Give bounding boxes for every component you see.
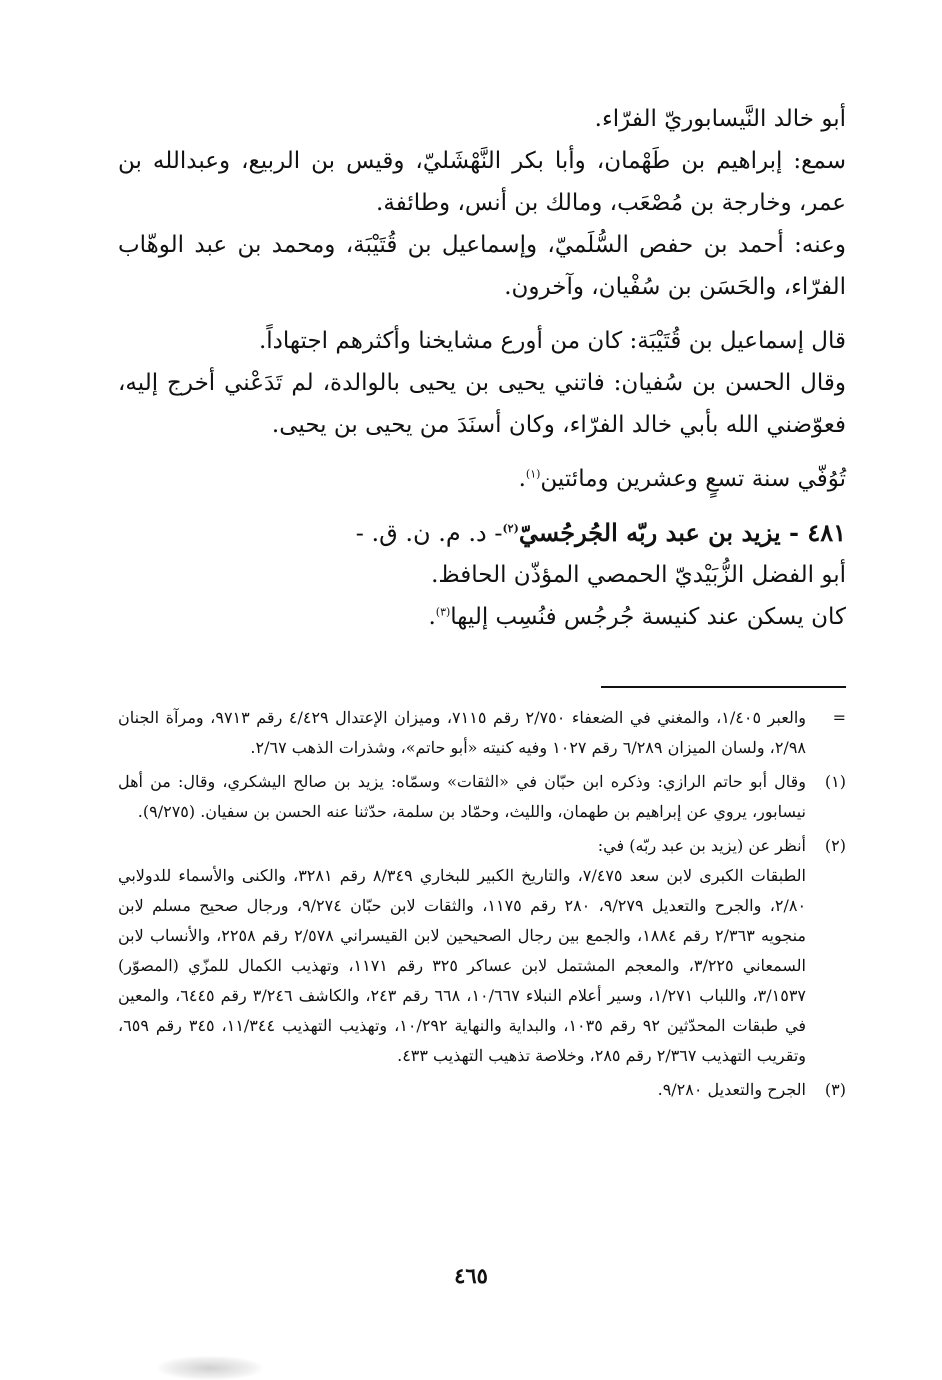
paragraph-kunya-2: أبو الفضل الزُّبَيْديّ الحمصي المؤذّن الحافظ.: [431, 562, 846, 588]
footnote-ref-1[interactable]: (١): [525, 467, 541, 481]
death-period: .: [518, 466, 526, 492]
footnote-marker: (٢): [824, 836, 846, 855]
footnote-marker: (١): [824, 772, 846, 791]
footnote-1: [118, 767, 846, 827]
paragraph-death: [118, 458, 846, 500]
entry-heading: [118, 512, 846, 554]
footnote-text: والعبر ١/٤٠٥، والمغني في الضعفاء ٢/٧٥٠ رقم ٧١١٥، وميزان الإعتدال ٤/٤٢٩ رقم ٩٧١٣، ومرآة الجنان ٢/٩٨، ولسان الميزان ٦/٢٨٩ رقم ١٠٢٧ وفيه كنيته «أبو حاتم»، وشذرات الذهب ٢/٦٧.: [118, 708, 807, 757]
footnote-marker: (٣): [824, 1080, 846, 1099]
footnote-marker: =: [832, 708, 846, 727]
paragraph-narrators: وعنه: أحمد بن حفص السُّلَميّ، وإسماعيل بن قُتَيْبَة، ومحمد بن عبد الوهّاب الفرّاء، والحَسَن بن سُفْيان، وآخرون.: [118, 232, 846, 300]
paragraph-residence: [118, 596, 846, 638]
paragraph-kunya: أبو خالد النَّيسابوريّ الفرّاء.: [594, 106, 846, 132]
footnote-continuation: [118, 703, 846, 763]
residence-period: .: [428, 604, 436, 630]
footnote-text: وقال أبو حاتم الرازي: وذكره ابن حبّان في «الثقات» وسمّاه: يزيد بن صالح اليشكري، وقال: من أهل نيسابور، يروي عن إبراهيم بن طهمان، والليث، وحمّاد بن سلمة، حدّثنا عنه الحسن بن سفيان. (٩/٢٧٥).: [118, 772, 806, 821]
footnotes: [118, 703, 846, 1109]
footnote-2: [118, 831, 846, 1071]
footnote-separator: [601, 686, 846, 688]
footnote-3: [118, 1075, 846, 1105]
paragraph-heard-from: سمع: إبراهيم بن طَهْمان، وأبا بكر النَّهْشَليّ، وقيس بن الربيع، وعبدالله بن عمر، وخارجة بن مُصْعَب، ومالك بن أنس، وطائفة.: [118, 148, 846, 216]
entry-number-name: ٤٨١ - يزيد بن عبد ربّه الجُرجُسيّ: [518, 518, 846, 547]
footnote-ref-3[interactable]: (٣): [435, 605, 451, 619]
footnote-text: الجرح والتعديل ٩/٢٨٠.: [657, 1080, 806, 1099]
main-text: [118, 98, 846, 638]
residence-text: كان يسكن عند كنيسة جُرجُس فنُسِب إليها: [450, 604, 846, 630]
page-number: ٤٦٥: [454, 1263, 488, 1288]
paragraph-quote-hasan: وقال الحسن بن سُفيان: فاتني يحيى بن يحيى بالوالدة، لم تَدَعْني أخرج إليه، فعوّضني الله بأبي خالد الفرّاء، وكان أسنَدَ من يحيى بن يحيى.: [118, 370, 846, 438]
death-text: تُوُفّي سنة تسعٍ وعشرين ومائتين: [540, 466, 846, 492]
scan-smudge: [158, 1356, 262, 1380]
footnote-ref-2[interactable]: (٢): [502, 522, 519, 535]
footnote-text: الطبقات الكبرى لابن سعد ٧/٤٧٥، والتاريخ الكبير للبخاري ٨/٣٤٩ رقم ٣٢٨١، والكنى والأسماء للدولابي ٢/٨٠، والجرح والتعديل ٩/٢٧٩، ٢٨٠ رقم ١١٧٥، والثقات لابن حبّان ٩/٢٧٤، ورجال صحيح مسلم لابن منجويه ٢/٣٦٣ رقم ١٨٨٤، والجمع بين رجال الصحيحين لابن القيسراني ٢/٥٧٨ رقم ٢٢٥٨، والأنساب لابن السمعاني ٣/٢٢٥، والمعجم المشتمل لابن عساكر ٣٢٥ رقم ١١٧١، وتهذيب الكمال للمزّي (المصوّر) ٣/١٥٣٧، واللباب ١/٢٧١، وسير أعلام النبلاء ١٠/٦٦٧، ٦٦٨ رقم ٢٤٣، والكاشف ٣/٢٤٦ رقم ٦٤٤٥، والمعين في طبقات المحدّثين ٩٢ رقم ١٠٣٥، والبداية والنهاية ١٠/٢٩٢، وتهذيب التهذيب ١١/٣٤٤، ٣٤٥ رقم ٦٥٩، وتقريب التهذيب ٢/٣٦٧ رقم ٢٨٥، وخلاصة تذهيب التهذيب ٤٣٣.: [118, 866, 807, 1065]
entry-symbols: - د. م. ن. ق. -: [355, 519, 503, 547]
paragraph-quote-ismail: قال إسماعيل بن قُتَيْبَة: كان من أورع مشايخنا وأكثرهم اجتهاداً.: [258, 328, 846, 354]
footnote-text: أنظر عن (يزيد بن عبد ربّه) في:: [597, 836, 806, 855]
